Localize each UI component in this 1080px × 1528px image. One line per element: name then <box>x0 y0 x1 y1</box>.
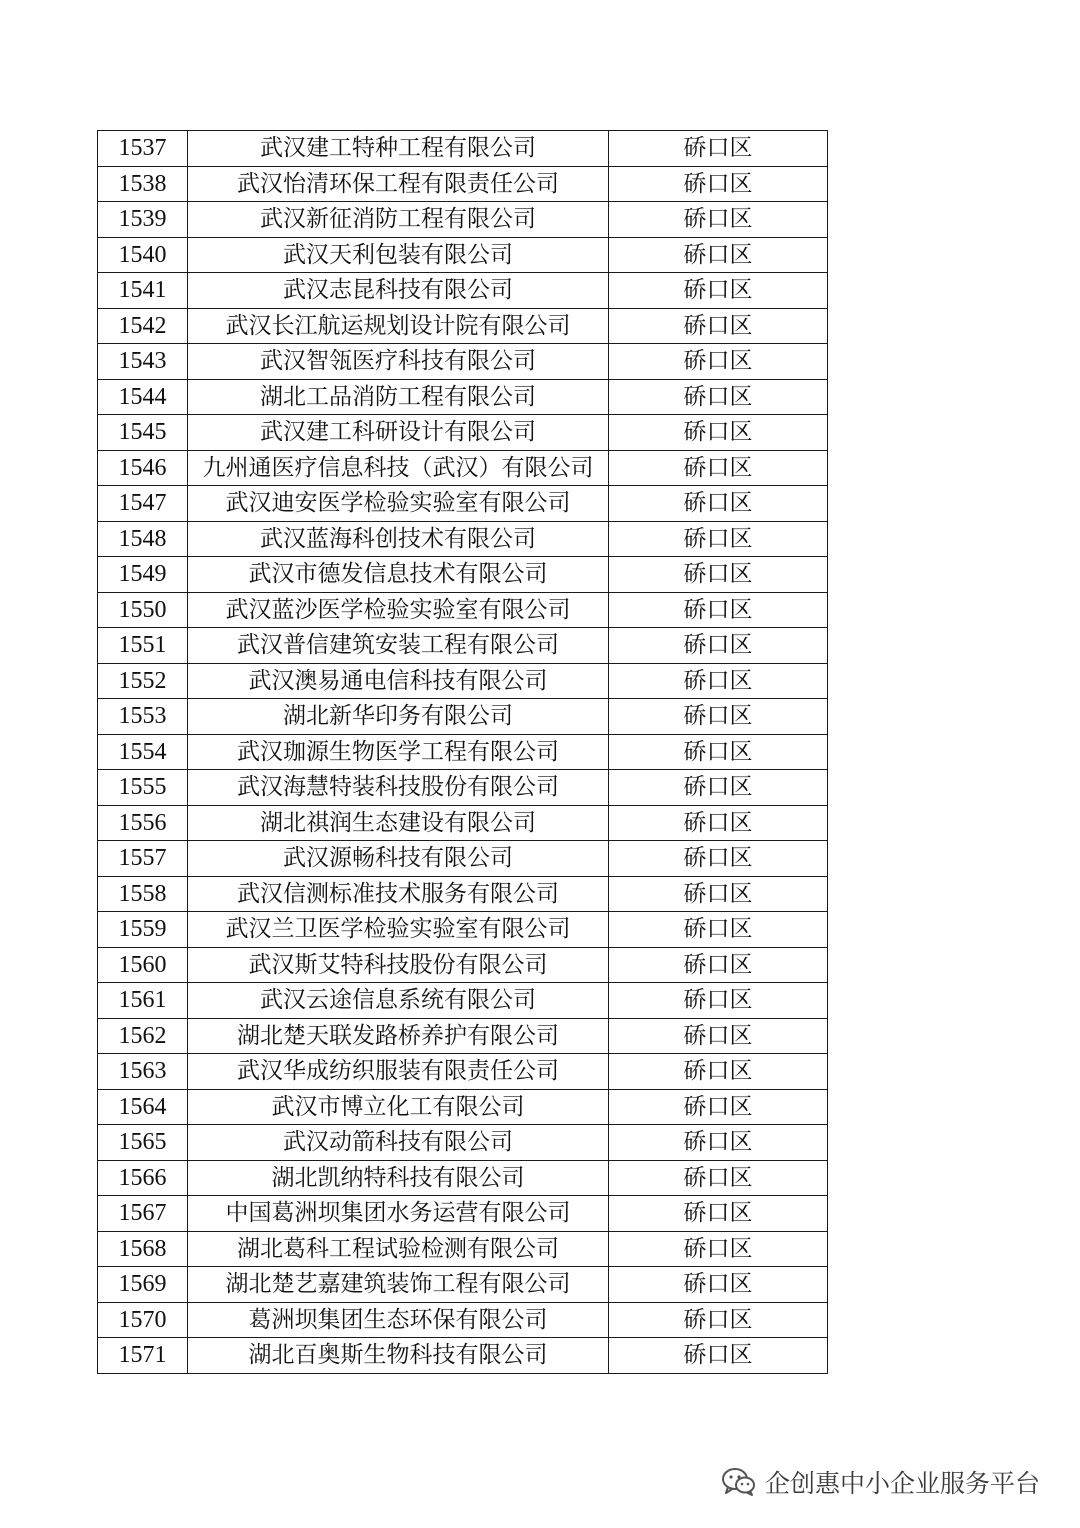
row-number: 1571 <box>98 1338 188 1374</box>
row-number: 1559 <box>98 912 188 948</box>
row-number: 1552 <box>98 663 188 699</box>
company-name: 武汉澳易通电信科技有限公司 <box>188 663 609 699</box>
table-row <box>98 841 828 877</box>
row-number: 1537 <box>98 131 188 167</box>
district: 硚口区 <box>609 166 828 202</box>
table-body <box>98 131 828 1374</box>
table-row <box>98 486 828 522</box>
district: 硚口区 <box>609 1018 828 1054</box>
district: 硚口区 <box>609 202 828 238</box>
company-name: 武汉建工特种工程有限公司 <box>188 131 609 167</box>
company-name: 武汉动箭科技有限公司 <box>188 1125 609 1161</box>
district: 硚口区 <box>609 1160 828 1196</box>
district: 硚口区 <box>609 734 828 770</box>
row-number: 1563 <box>98 1054 188 1090</box>
district: 硚口区 <box>609 983 828 1019</box>
row-number: 1547 <box>98 486 188 522</box>
district: 硚口区 <box>609 1196 828 1232</box>
watermark-text: 企创惠中小企业服务平台 <box>764 1469 1040 1498</box>
district: 硚口区 <box>609 841 828 877</box>
company-name: 武汉信测标准技术服务有限公司 <box>188 876 609 912</box>
company-name: 武汉蓝沙医学检验实验室有限公司 <box>188 592 609 628</box>
district: 硚口区 <box>609 486 828 522</box>
district: 硚口区 <box>609 663 828 699</box>
company-name: 武汉怡清环保工程有限责任公司 <box>188 166 609 202</box>
row-number: 1569 <box>98 1267 188 1303</box>
table-row <box>98 1125 828 1161</box>
district: 硚口区 <box>609 947 828 983</box>
row-number: 1555 <box>98 770 188 806</box>
company-name: 武汉兰卫医学检验实验室有限公司 <box>188 912 609 948</box>
company-name: 葛洲坝集团生态环保有限公司 <box>188 1302 609 1338</box>
table-row <box>98 415 828 451</box>
company-name: 武汉云途信息系统有限公司 <box>188 983 609 1019</box>
row-number: 1554 <box>98 734 188 770</box>
table-row <box>98 912 828 948</box>
row-number: 1545 <box>98 415 188 451</box>
row-number: 1549 <box>98 557 188 593</box>
company-name: 武汉市博立化工有限公司 <box>188 1089 609 1125</box>
company-name: 湖北凯纳特科技有限公司 <box>188 1160 609 1196</box>
row-number: 1541 <box>98 273 188 309</box>
table-row <box>98 1160 828 1196</box>
district: 硚口区 <box>609 557 828 593</box>
district: 硚口区 <box>609 415 828 451</box>
row-number: 1542 <box>98 308 188 344</box>
district: 硚口区 <box>609 805 828 841</box>
company-name: 湖北新华印务有限公司 <box>188 699 609 735</box>
table-row <box>98 1338 828 1374</box>
row-number: 1553 <box>98 699 188 735</box>
company-name: 湖北楚艺嘉建筑装饰工程有限公司 <box>188 1267 609 1303</box>
table-row <box>98 344 828 380</box>
district: 硚口区 <box>609 237 828 273</box>
table-row <box>98 983 828 1019</box>
table-row <box>98 379 828 415</box>
district: 硚口区 <box>609 628 828 664</box>
table-row <box>98 1054 828 1090</box>
district: 硚口区 <box>609 770 828 806</box>
row-number: 1550 <box>98 592 188 628</box>
table-row <box>98 663 828 699</box>
company-name: 武汉海慧特装科技股份有限公司 <box>188 770 609 806</box>
table-row <box>98 1089 828 1125</box>
row-number: 1556 <box>98 805 188 841</box>
wechat-icon <box>721 1467 757 1497</box>
table-row <box>98 1267 828 1303</box>
row-number: 1568 <box>98 1231 188 1267</box>
row-number: 1564 <box>98 1089 188 1125</box>
row-number: 1546 <box>98 450 188 486</box>
company-table <box>97 130 828 1374</box>
company-name: 武汉蓝海科创技术有限公司 <box>188 521 609 557</box>
row-number: 1540 <box>98 237 188 273</box>
table-row <box>98 166 828 202</box>
district: 硚口区 <box>609 521 828 557</box>
row-number: 1566 <box>98 1160 188 1196</box>
company-name: 武汉普信建筑安装工程有限公司 <box>188 628 609 664</box>
table-row <box>98 592 828 628</box>
district: 硚口区 <box>609 379 828 415</box>
company-name: 湖北百奥斯生物科技有限公司 <box>188 1338 609 1374</box>
company-name: 湖北楚天联发路桥养护有限公司 <box>188 1018 609 1054</box>
district: 硚口区 <box>609 344 828 380</box>
district: 硚口区 <box>609 699 828 735</box>
company-name: 武汉华成纺织服装有限责任公司 <box>188 1054 609 1090</box>
district: 硚口区 <box>609 876 828 912</box>
district: 硚口区 <box>609 1338 828 1374</box>
district: 硚口区 <box>609 1089 828 1125</box>
table-row <box>98 308 828 344</box>
table-row <box>98 557 828 593</box>
company-name: 九州通医疗信息科技（武汉）有限公司 <box>188 450 609 486</box>
row-number: 1567 <box>98 1196 188 1232</box>
company-name: 武汉建工科研设计有限公司 <box>188 415 609 451</box>
company-name: 中国葛洲坝集团水务运营有限公司 <box>188 1196 609 1232</box>
table-row <box>98 131 828 167</box>
table-row <box>98 805 828 841</box>
table-row <box>98 1196 828 1232</box>
company-name: 湖北葛科工程试验检测有限公司 <box>188 1231 609 1267</box>
table-row <box>98 202 828 238</box>
company-name: 武汉斯艾特科技股份有限公司 <box>188 947 609 983</box>
district: 硚口区 <box>609 912 828 948</box>
table-row <box>98 628 828 664</box>
district: 硚口区 <box>609 131 828 167</box>
table-row <box>98 237 828 273</box>
company-name: 武汉珈源生物医学工程有限公司 <box>188 734 609 770</box>
company-name: 武汉智瓴医疗科技有限公司 <box>188 344 609 380</box>
row-number: 1548 <box>98 521 188 557</box>
district: 硚口区 <box>609 1125 828 1161</box>
row-number: 1562 <box>98 1018 188 1054</box>
table-row <box>98 521 828 557</box>
district: 硚口区 <box>609 1231 828 1267</box>
row-number: 1557 <box>98 841 188 877</box>
district: 硚口区 <box>609 1054 828 1090</box>
row-number: 1561 <box>98 983 188 1019</box>
table-row <box>98 1018 828 1054</box>
company-name: 湖北工品消防工程有限公司 <box>188 379 609 415</box>
company-name: 武汉长江航运规划设计院有限公司 <box>188 308 609 344</box>
row-number: 1544 <box>98 379 188 415</box>
row-number: 1570 <box>98 1302 188 1338</box>
district: 硚口区 <box>609 308 828 344</box>
table-row <box>98 699 828 735</box>
row-number: 1558 <box>98 876 188 912</box>
district: 硚口区 <box>609 273 828 309</box>
row-number: 1560 <box>98 947 188 983</box>
table-row <box>98 273 828 309</box>
company-name: 武汉源畅科技有限公司 <box>188 841 609 877</box>
district: 硚口区 <box>609 1302 828 1338</box>
table-row <box>98 1302 828 1338</box>
company-name: 武汉志昆科技有限公司 <box>188 273 609 309</box>
row-number: 1538 <box>98 166 188 202</box>
district: 硚口区 <box>609 1267 828 1303</box>
row-number: 1543 <box>98 344 188 380</box>
company-name: 武汉迪安医学检验实验室有限公司 <box>188 486 609 522</box>
district: 硚口区 <box>609 450 828 486</box>
row-number: 1551 <box>98 628 188 664</box>
row-number: 1565 <box>98 1125 188 1161</box>
row-number: 1539 <box>98 202 188 238</box>
company-name: 武汉天利包装有限公司 <box>188 237 609 273</box>
table-row <box>98 770 828 806</box>
company-name: 武汉市德发信息技术有限公司 <box>188 557 609 593</box>
district: 硚口区 <box>609 592 828 628</box>
table-row <box>98 876 828 912</box>
table-row <box>98 734 828 770</box>
company-name: 湖北祺润生态建设有限公司 <box>188 805 609 841</box>
watermark <box>721 1462 1040 1502</box>
table-row <box>98 450 828 486</box>
table-row <box>98 947 828 983</box>
table-row <box>98 1231 828 1267</box>
company-name: 武汉新征消防工程有限公司 <box>188 202 609 238</box>
